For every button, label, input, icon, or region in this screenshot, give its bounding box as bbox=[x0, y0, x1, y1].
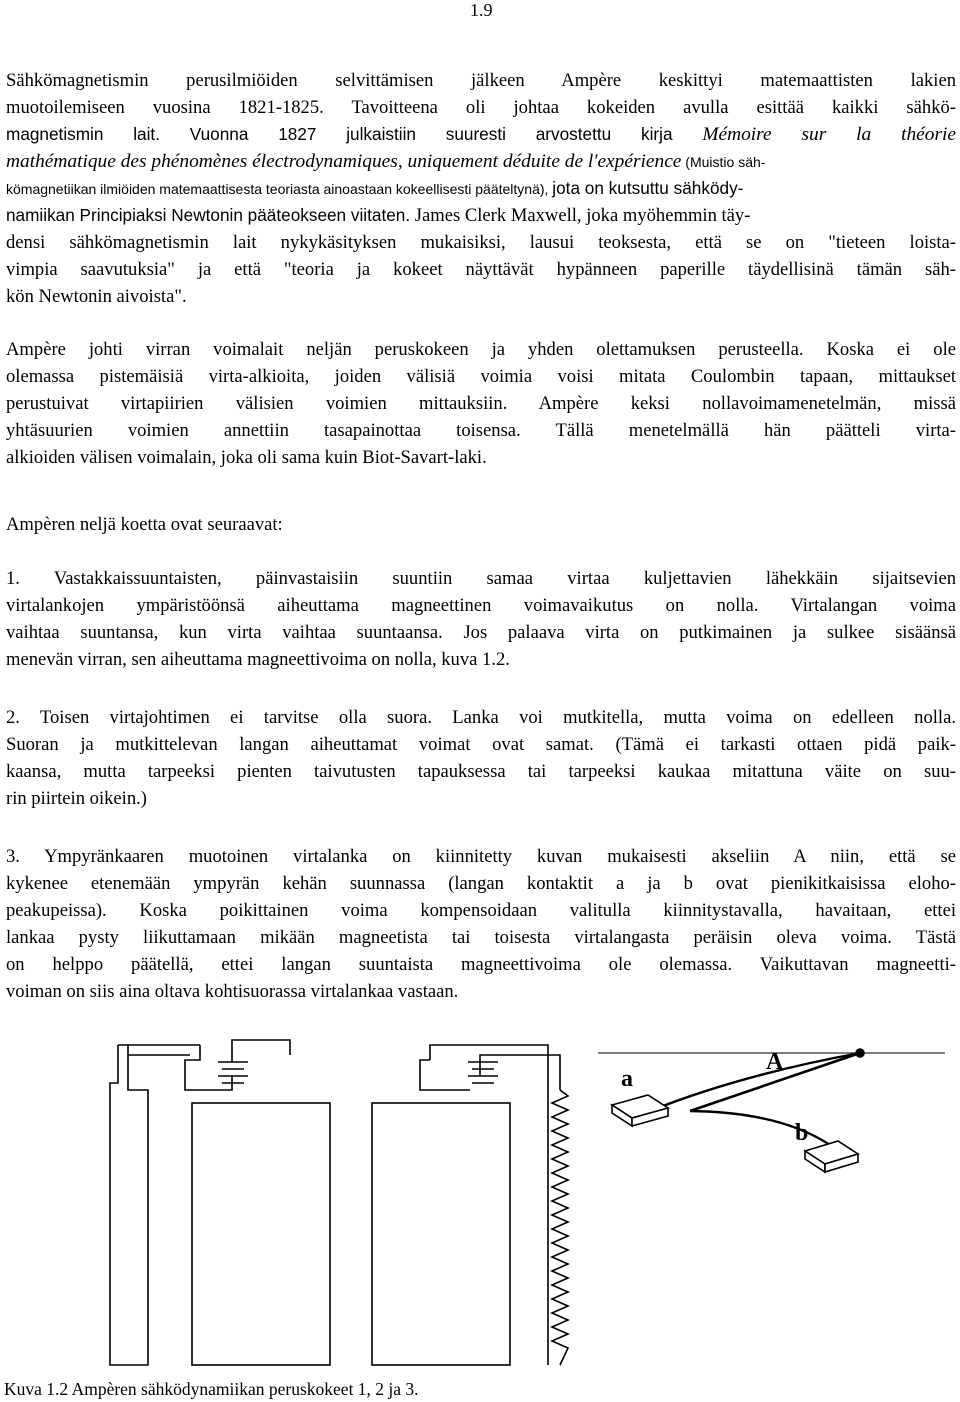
para2-line-4: yhtäsuurien voimien annettiin tasapainottaa toisensa. Tällä menetelmällä hän päätteli virta- bbox=[6, 420, 956, 441]
intro-line-5-text: jota on kutsuttu sähködy- bbox=[552, 178, 744, 198]
item3-line-3: peakupeissa). Koska poikittainen voima kompensoidaan valitulla kiinnitystavalla, havaitaan, ettei bbox=[6, 900, 956, 921]
intro-line-6 bbox=[6, 202, 956, 229]
zigzag-wire bbox=[552, 1090, 568, 1365]
intro-line-3-text: magnetismin lait. Vuonna 1827 julkaistiin suuresti arvostettu kirja bbox=[6, 124, 703, 144]
label-a: a bbox=[621, 1066, 633, 1092]
experiments-heading: Ampèren neljä koetta ovat seuraavat: bbox=[6, 514, 283, 535]
parallel-wires bbox=[110, 1045, 148, 1365]
item1-line-2: virtalankojen ympäristöönsä aiheuttama magneettinen voimavaikutus on nolla. Virtalangan voima bbox=[6, 595, 956, 616]
para2-line-5: alkioiden välisen voimalain, joka oli sama kuin Biot-Savart-laki. bbox=[6, 447, 487, 468]
book-title-part-1: Mémoire sur la théorie bbox=[702, 124, 956, 145]
experiment-1-diagram bbox=[110, 1040, 330, 1365]
intro-line-8: vimpia saavutuksia" ja että "teoria ja kokeet näyttävät hypänneen paperille täydellisinä tämän säh- bbox=[6, 259, 956, 280]
intro-line-4 bbox=[6, 148, 956, 176]
item1-line-3: vaihtaa suuntansa, kun virta vaihtaa suuntaansa. Jos palaava virta on putkimainen ja sulkee sisäänsä bbox=[6, 622, 956, 643]
item2-line-1: 2. Toisen virtajohtimen ei tarvitse olla suora. Lanka voi mutkitella, mutta voima on edelleen nolla. bbox=[6, 707, 956, 728]
loop-wire-2 bbox=[420, 1060, 470, 1090]
item2-line-3: kaansa, mutta tarpeeksi pienten taivutusten tapauksessa tai tarpeeksi kaukaa mitattuna väite on suu- bbox=[6, 761, 956, 782]
item3-line-4: lankaa pysty liikuttamaan mikään magneetista tai toisesta virtalangasta peräisin oleva voima. Tästä bbox=[6, 927, 956, 948]
item3-line-1: 3. Ympyränkaaren muotoinen virtalanka on kiinnitetty kuvan mukaisesti akseliin A niin, että se bbox=[6, 846, 956, 867]
item2-line-4: rin piirtein oikein.) bbox=[6, 788, 147, 809]
item2-line-2: Suoran ja mutkittelevan langan aiheuttamat voimat ovat samat. (Tämä ei tarkasti ottaen pidä paik- bbox=[6, 734, 956, 755]
intro-line-6-serif: James Clerk Maxwell, joka myöhemmin täy- bbox=[410, 205, 751, 226]
item1-line-4: menevän virran, sen aiheuttama magneettivoima on nolla, kuva 1.2. bbox=[6, 649, 510, 670]
intro-line-5-small: kömagnetiikan ilmiöiden matemaattisesta teoriasta ainoastaan kokeellisesti pääteltynä), bbox=[6, 181, 553, 197]
label-b: b bbox=[795, 1120, 809, 1146]
para2-line-3: perustuivat virtapiirien välisien voimien mittauksiin. Ampère keksi nollavoimamenetelmän, missä bbox=[6, 393, 956, 414]
item3-line-5: on helppo päätellä, ettei langan suuntaista magneettivoima ole olemassa. Vaikuttavan magneetti- bbox=[6, 954, 956, 975]
item3-line-6: voiman on siis aina oltava kohtisuorassa virtalankaa vastaan. bbox=[6, 981, 459, 1002]
test-plate-1 bbox=[192, 1103, 330, 1365]
intro-line-5 bbox=[6, 175, 956, 203]
arc-wire-b bbox=[690, 1111, 830, 1145]
arc-wire-a bbox=[650, 1053, 860, 1111]
intro-line-1: Sähkömagnetismin perusilmiöiden selvittämisen jälkeen Ampère keskittyi matemaattisten lakien bbox=[6, 70, 956, 91]
wire-to-plate bbox=[232, 1040, 290, 1062]
intro-line-9: kön Newtonin aivoista". bbox=[6, 286, 187, 307]
intro-line-6-sans: namiikan Principiaksi Newtonin pääteokseen viitaten. bbox=[6, 205, 411, 225]
label-A: A bbox=[766, 1049, 784, 1075]
intro-line-2: muotoilemiseen vuosina 1821-1825. Tavoitteena oli johtaa kokeiden avulla esittää kaikki sähkö- bbox=[6, 97, 956, 118]
experiment-2-diagram bbox=[372, 1045, 568, 1365]
test-plate-2 bbox=[372, 1103, 510, 1365]
intro-line-4-text: (Muistio säh- bbox=[681, 154, 766, 170]
item3-line-2: kykenee etenemään ympyrän kehän suunnassa (langan kontaktit a ja b ovat pienikitkaisissa eloho- bbox=[6, 873, 956, 894]
intro-line-7: densi sähkömagnetismin lait nykykäsityksen mukaisiksi, lausui teoksesta, että se on "tieteen loista- bbox=[6, 232, 956, 253]
figure-caption: Kuva 1.2 Ampèren sähködynamiikan peruskokeet 1, 2 ja 3. bbox=[4, 1379, 419, 1399]
axis-pivot bbox=[856, 1049, 864, 1057]
para2-line-2: olemassa pistemäisiä virta-alkioita, joiden välisiä voimia voisi mitata Coulombin tapaan, mittaukset bbox=[6, 366, 956, 387]
para2-line-1: Ampère johti virran voimalait neljän peruskokeen ja yhden olettamuksen perusteella. Koska ei ole bbox=[6, 339, 956, 360]
intro-line-3 bbox=[6, 121, 956, 148]
figure-ampere-experiments bbox=[0, 1020, 960, 1375]
page-number: 1.9 bbox=[470, 0, 493, 20]
item1-line-1: 1. Vastakkaissuuntaisten, päinvastaisiin suuntiin samaa virtaa kuljettavien lähekkäin sijaitsevien bbox=[6, 568, 956, 589]
book-title-part-2: mathématique des phénomènes électrodynamiques, uniquement déduite de l'expérience bbox=[6, 151, 682, 172]
